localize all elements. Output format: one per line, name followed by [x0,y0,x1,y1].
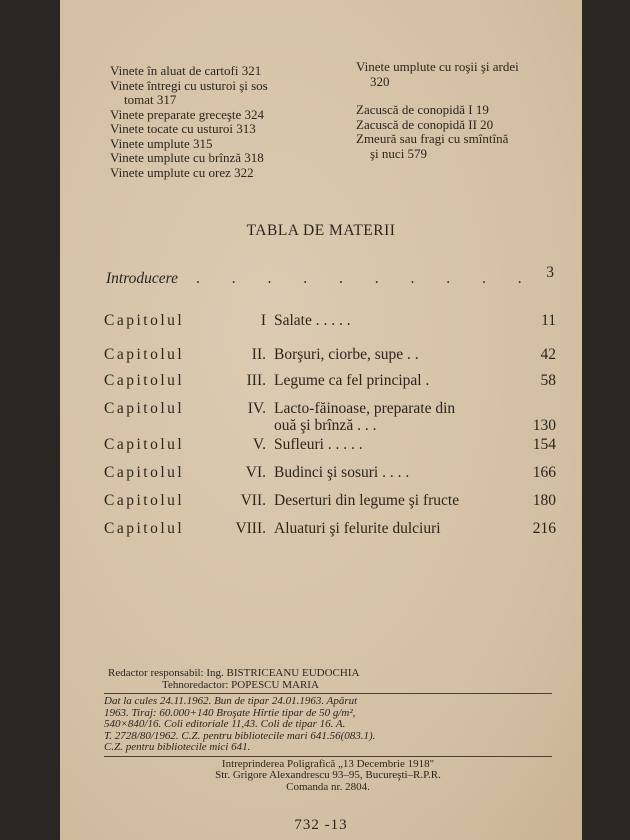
colophon-editor: Redactor responsabil: Ing. BISTRICEANU EUDOCHIA [108,667,360,679]
index-entry: 320 [370,73,390,89]
colophon-line: C.Z. pentru bibliotecile mici 641. [104,741,251,753]
chapter-title: Salate . . . . . [274,312,351,329]
chapter-page: 166 [532,464,556,481]
colophon-line: Str. Grigore Alexandrescu 93–95, Bucureşti–R.P.R. [215,769,441,781]
chapter-number: I [260,312,266,329]
index-entry: Zmeură sau fragi cu smîntînă [356,131,509,146]
chapter-number: V. [252,436,266,453]
toc-intro-page: 3 [546,264,554,281]
chapter-number: III. [246,372,266,389]
chapter-title: Aluaturi şi felurite dulciuri [274,520,441,537]
index-column-right [356,60,519,161]
book-page [60,0,582,840]
chapter-page: 58 [540,372,556,389]
chapter-title: Borşuri, ciorbe, supe . . [274,346,419,363]
index-entry [356,89,519,103]
index-entry: Vinete umplute 315 [110,135,213,151]
chapter-title: Lacto-făinoase, preparate din [274,400,456,417]
chapter-number: II. [251,346,266,363]
divider [104,756,552,757]
chapter-number: VI. [245,464,266,481]
chapter-label: Capitolul [104,346,185,363]
chapter-page: 130 [532,417,556,434]
colophon-line: 1963. Tiraj: 60.000+140 Broşate Hîrtie tipar de 50 g/m², [104,706,356,719]
index-entry: Vinete umplute cu brînză 318 [110,150,264,165]
index-column-left [110,64,268,180]
colophon-printer [104,759,552,794]
colophon-tech: Tehnoredactor: POPESCU MARIA [162,678,319,691]
chapter-label: Capitolul [104,400,185,417]
chapter-label: Capitolul [104,520,185,537]
colophon-details [104,696,552,754]
chapter-number: VII. [240,492,266,509]
index-entry: Vinete tocate cu usturoi 313 [110,121,256,136]
chapter-title: Sufleuri . . . . . [274,436,363,453]
divider [104,693,552,694]
chapter-label: Capitolul [104,312,185,329]
index-entry: Vinete preparate greceşte 324 [110,106,265,122]
index-entry: Zacuscă de conopidă I 19 [356,102,489,117]
chapter-label: Capitolul [104,492,185,509]
chapter-title: Deserturi din legume şi fructe [274,492,460,509]
index-entry: Vinete umplute cu roşii şi ardei [356,59,519,74]
chapter-page: 11 [541,312,556,329]
toc-intro-leader: . . . . . . . . . . [196,270,536,287]
index-entry: Vinete în aluat de cartofi 321 [110,63,262,78]
chapter-label: Capitolul [104,436,185,453]
toc-title: TABLA DE MATERII [246,222,396,239]
colophon-line: Intreprinderea Poligrafică „13 Decembrie 1918" [221,757,435,770]
chapter-title-continued: ouă şi brînză . . . [274,417,377,434]
chapter-title: Legume ca fel principal . [274,372,430,389]
toc-intro-row [106,264,554,288]
chapter-page: 154 [532,436,556,453]
chapter-page: 42 [540,346,556,363]
index-entry: Vinete întregi cu usturoi şi sos [110,77,268,93]
toc-intro-label: Introducere [106,270,179,287]
chapter-label: Capitolul [104,464,185,481]
colophon-line: Dat la cules 24.11.1962. Bun de tipar 24.01.1963. Apărut [104,695,358,707]
colophon-line: Comanda nr. 2804. [286,780,370,793]
chapter-page: 216 [532,520,556,537]
index-entry: tomat 317 [124,92,177,107]
index-entry: şi nuci 579 [370,145,428,161]
chapter-label: Capitolul [104,372,185,389]
colophon [104,668,552,793]
chapter-page: 180 [532,492,556,509]
colophon-line: 540×840/16. Coli editoriale 11,43. Coli de tipar 16. A. [104,718,346,730]
print-code: 732 -13 [294,817,348,833]
index-entry: Zacuscă de conopidă II 20 [356,116,494,132]
chapter-number: VIII. [235,520,266,537]
index-entry: Vinete umplute cu orez 322 [110,164,254,180]
colophon-line: T. 2728/80/1962. C.Z. pentru bibliotecile mari 641.56(083.1). [104,729,376,742]
chapter-number: IV. [247,400,266,417]
chapter-title: Budinci şi sosuri . . . . [274,464,410,481]
